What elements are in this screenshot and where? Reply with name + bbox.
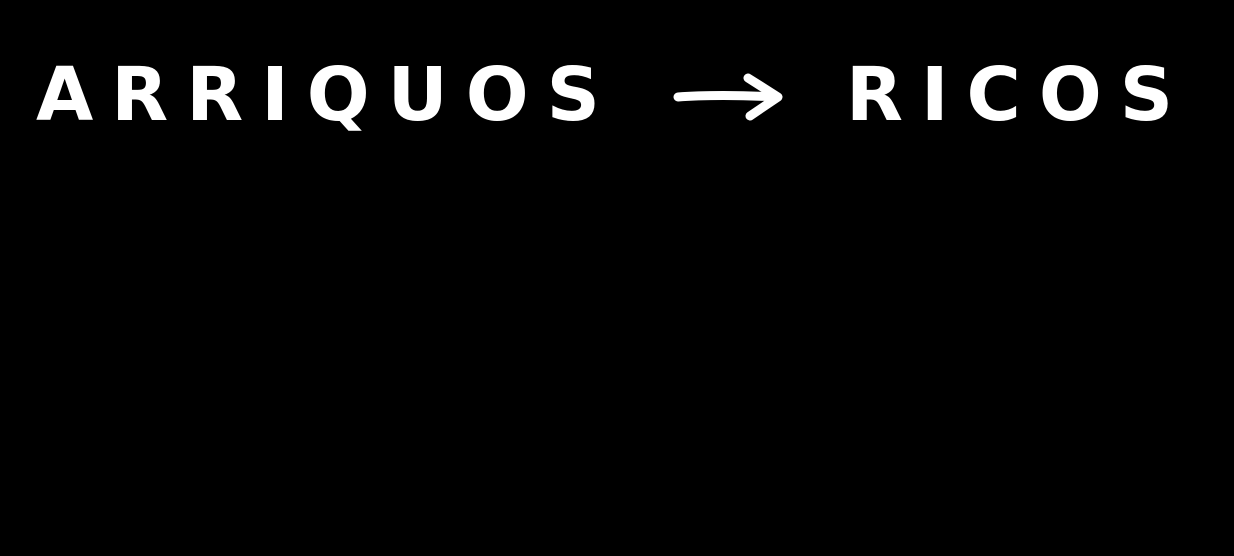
source-word: ARRIQUOS	[36, 52, 618, 138]
right-arrow-icon	[672, 70, 788, 124]
target-word: RICOS	[846, 52, 1192, 138]
